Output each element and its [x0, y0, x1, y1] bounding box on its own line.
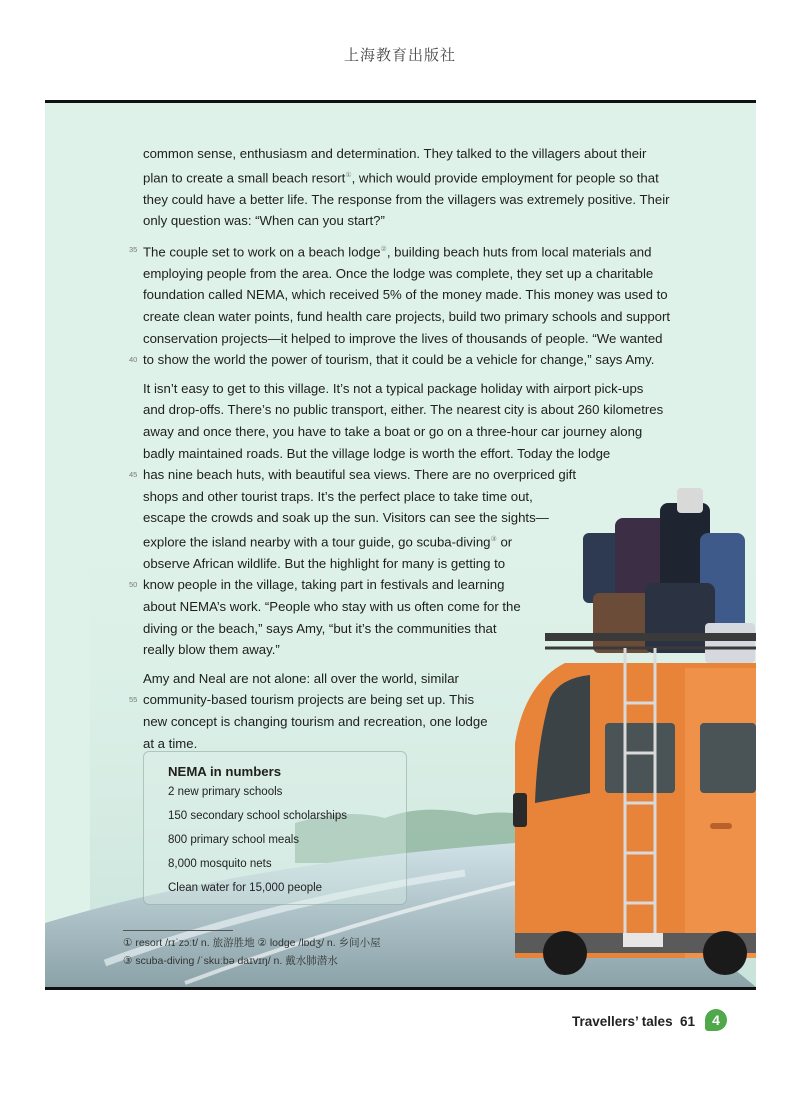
text-line: really blow them away.” — [143, 642, 280, 658]
footnote-line: ① resort /rɪˈzɔːt/ n. 旅游胜地 ② lodge /lɒdʒ/ n. 乡间小屋 — [123, 937, 381, 949]
text-line: foundation called NEMA, which received 5% of the money made. This money was used to — [143, 287, 668, 303]
nema-item: 800 primary school meals — [168, 834, 300, 846]
text-line: at a time. — [143, 735, 198, 751]
footnote-line: ③ scuba-diving /ˈskuːbə daɪvɪŋ/ n. 戴水肺潜水 — [123, 955, 338, 967]
nema-item: 2 new primary schools — [168, 786, 283, 798]
text-line: and drop-offs. There’s no public transport, either. The nearest city is about 260 kilometres — [143, 402, 664, 418]
line-number: 35 — [129, 244, 138, 254]
footnote-marker: ① — [345, 171, 352, 179]
nema-item: 8,000 mosquito nets — [168, 858, 272, 870]
article-text — [129, 143, 688, 761]
text-line: new concept is changing tourism and recreation, one lodge — [143, 714, 488, 730]
text-line: 50 know people in the village, taking part in festivals and learning — [143, 574, 688, 596]
line-number: 50 — [129, 580, 138, 590]
paragraph — [129, 378, 688, 661]
text-line: only question was: “When can you start?” — [143, 213, 385, 229]
text-line: 40 to show the world the power of tourism, that it could be a vehicle for change,” says Amy. — [143, 349, 688, 371]
text-line: create clean water points, fund health care projects, build two primary schools and support — [143, 308, 671, 324]
line-number: 45 — [129, 470, 138, 480]
text-line: 35 The couple set to work on a beach lodge②, building beach huts from local materials and — [143, 239, 688, 263]
text-line: employing people from the area. Once the lodge was complete, they set up a charitable — [143, 265, 654, 281]
footnote-marker: ② — [380, 245, 387, 253]
line-number: 40 — [129, 355, 138, 365]
text-line: conservation projects—it helped to improve the lives of thousands of people. “We wanted — [143, 330, 663, 346]
text-line: diving or the beach,” says Amy, “but it’s the communities that — [143, 620, 497, 636]
text-line: Amy and Neal are not alone: all over the world, similar — [143, 670, 459, 686]
line-number: 55 — [129, 695, 138, 705]
text-line: observe African wildlife. But the highlight for many is getting to — [143, 555, 506, 571]
text-line: It isn’t easy to get to this village. It’s not a typical package holiday with airport pick-ups — [143, 380, 644, 396]
nema-numbers-box — [143, 751, 407, 905]
text-line: about NEMA’s work. “People who stay with us often come for the — [143, 599, 521, 615]
reading-panel — [45, 100, 756, 990]
nema-item: 150 secondary school scholarships — [168, 810, 347, 822]
text-line: shops and other tourist traps. It’s the perfect place to take time out, — [143, 488, 533, 504]
paragraph — [129, 668, 688, 754]
nema-box-title: NEMA in numbers — [168, 764, 282, 779]
text-line: 45 has nine beach huts, with beautiful sea views. There are no overpriced gift — [143, 464, 688, 486]
text-line: common sense, enthusiasm and determination. They talked to the villagers about their — [143, 146, 647, 161]
paragraph — [143, 143, 688, 232]
nema-item: Clean water for 15,000 people — [168, 882, 323, 894]
text-line: badly maintained roads. But the village lodge is worth the effort. Today the lodge — [143, 445, 611, 461]
paragraph — [129, 239, 688, 371]
text-line: 55 community-based tourism projects are being set up. This — [143, 689, 688, 711]
unit-title: Travellers’ tales — [572, 1014, 673, 1029]
text-line: escape the crowds and soak up the sun. Visitors can see the sights— — [143, 510, 549, 526]
footnote-divider — [123, 930, 233, 931]
text-line: explore the island nearby with a tour guide, go scuba-diving③ or — [143, 534, 513, 550]
publisher-header: 上海教育出版社 — [343, 46, 456, 64]
text-line: away and once there, you have to take a boat or go on a three-hour car journey along — [143, 423, 643, 439]
page-number: 61 — [680, 1014, 696, 1029]
footnote-marker: ③ — [490, 535, 497, 543]
text-line: they could have a better life. The response from the villagers was extremely positive. Their — [143, 191, 670, 207]
unit-number-badge: 4 — [705, 1009, 727, 1031]
text-line: plan to create a small beach resort①, which would provide employment for people so that — [143, 169, 659, 185]
